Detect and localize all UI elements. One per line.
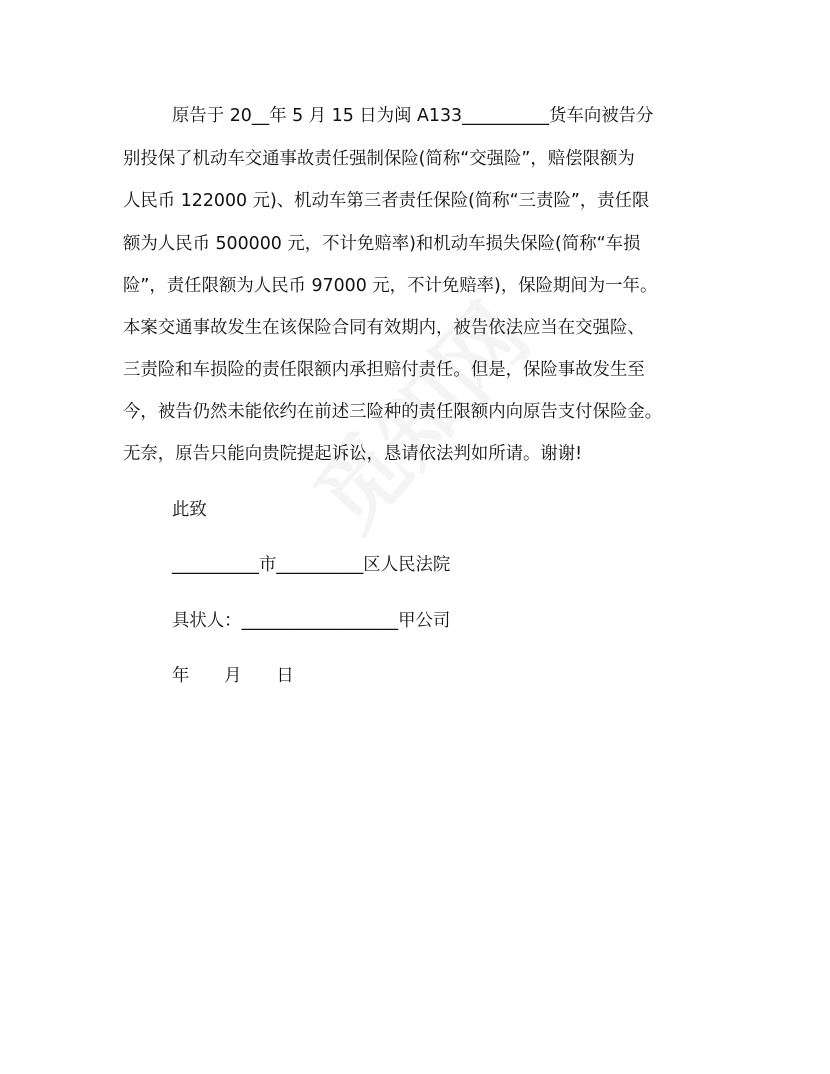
paragraph-line-4: 额为人民币 500000 元，不计免赔率)和机动车损失保险(简称“车损 xyxy=(123,234,641,254)
paragraph-line-3: 人民币 122000 元)、机动车第三者责任保险(简称“三责险”，责任限 xyxy=(123,191,650,211)
closing-text: 此致 xyxy=(172,500,207,520)
paragraph-line-8: 今，被告仍然未能依约在前述三险种的责任限额内向原告支付保险金。 xyxy=(123,402,663,422)
paragraph-line-6: 本案交通事故发生在该保险合同有效期内，被告依法应当在交强险、 xyxy=(123,318,645,338)
paragraph-line-5: 险”，责任限额为人民币 97000 元，不计免赔率)，保险期间为一年。 xyxy=(123,276,658,296)
paragraph-line-2: 别投保了机动车交通事故责任强制保险(简称“交强险”，赔偿限额为 xyxy=(123,149,635,169)
paragraph-line-1: 原告于 20__年 5 月 15 日为闽 A133__________货车向被告分 xyxy=(172,106,654,126)
paragraph-line-9: 无奈，原告只能向贵院提起诉讼，恳请依法判如所请。谢谢! xyxy=(123,444,583,464)
court-line: __________市__________区人民法院 xyxy=(172,555,451,575)
paragraph-line-7: 三责险和车损险的责任限额内承担赔付责任。但是，保险事故发生至 xyxy=(123,360,645,380)
signer-line: 具状人：__________________甲公司 xyxy=(172,611,451,631)
date-line: 年 月 日 xyxy=(172,666,294,686)
